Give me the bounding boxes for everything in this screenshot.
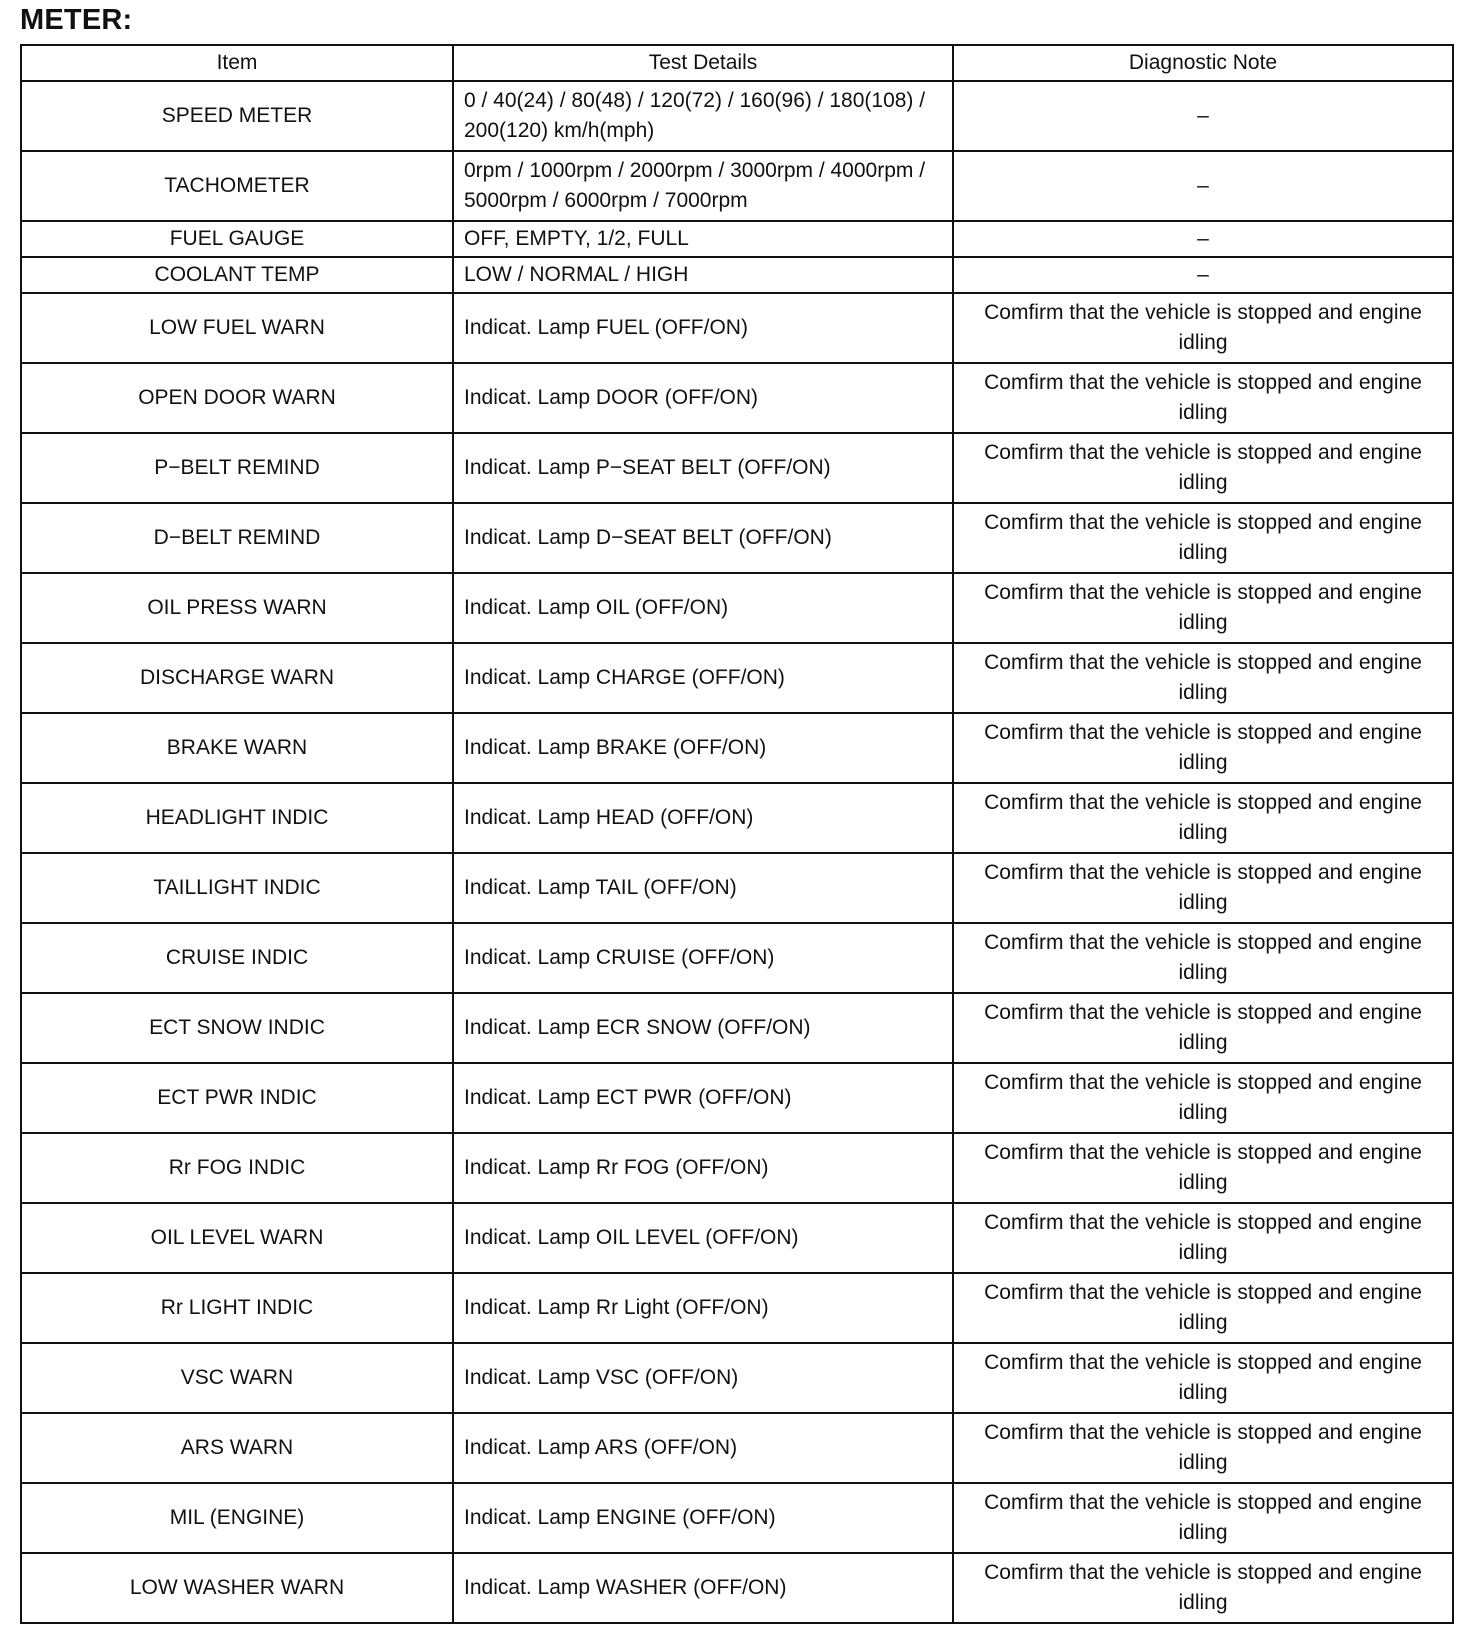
diagnostic-note-cell: Comfirm that the vehicle is stopped and engine idling bbox=[953, 573, 1453, 643]
table-row bbox=[21, 923, 1453, 993]
test-details-cell: OFF, EMPTY, 1/2, FULL bbox=[453, 221, 953, 257]
item-cell: HEADLIGHT INDIC bbox=[21, 783, 453, 853]
diagnostic-note-cell: Comfirm that the vehicle is stopped and engine idling bbox=[953, 1273, 1453, 1343]
item-cell: Rr FOG INDIC bbox=[21, 1133, 453, 1203]
item-cell: COOLANT TEMP bbox=[21, 257, 453, 293]
item-cell: P−BELT REMIND bbox=[21, 433, 453, 503]
table-row bbox=[21, 1413, 1453, 1483]
table-row bbox=[21, 151, 1453, 221]
diagnostic-note-cell: Comfirm that the vehicle is stopped and engine idling bbox=[953, 1063, 1453, 1133]
diagnostic-note-cell: Comfirm that the vehicle is stopped and engine idling bbox=[953, 1203, 1453, 1273]
test-details-cell: Indicat. Lamp WASHER (OFF/ON) bbox=[453, 1553, 953, 1623]
header-item: Item bbox=[21, 45, 453, 81]
diagnostic-note-cell: – bbox=[953, 257, 1453, 293]
test-details-cell: Indicat. Lamp HEAD (OFF/ON) bbox=[453, 783, 953, 853]
table-row bbox=[21, 643, 1453, 713]
table-row bbox=[21, 81, 1453, 151]
item-cell: DISCHARGE WARN bbox=[21, 643, 453, 713]
test-details-cell: LOW / NORMAL / HIGH bbox=[453, 257, 953, 293]
test-details-cell: Indicat. Lamp VSC (OFF/ON) bbox=[453, 1343, 953, 1413]
test-details-cell: Indicat. Lamp TAIL (OFF/ON) bbox=[453, 853, 953, 923]
diagnostic-note-cell: Comfirm that the vehicle is stopped and engine idling bbox=[953, 993, 1453, 1063]
meter-test-table bbox=[20, 44, 1454, 1624]
table-row bbox=[21, 713, 1453, 783]
table-row bbox=[21, 1553, 1453, 1623]
table-row bbox=[21, 1273, 1453, 1343]
test-details-cell: Indicat. Lamp ARS (OFF/ON) bbox=[453, 1413, 953, 1483]
diagnostic-note-cell: Comfirm that the vehicle is stopped and engine idling bbox=[953, 293, 1453, 363]
table-row bbox=[21, 1133, 1453, 1203]
test-details-cell: Indicat. Lamp P−SEAT BELT (OFF/ON) bbox=[453, 433, 953, 503]
table-row bbox=[21, 257, 1453, 293]
diagnostic-note-cell: – bbox=[953, 81, 1453, 151]
item-cell: Rr LIGHT INDIC bbox=[21, 1273, 453, 1343]
diagnostic-note-cell: Comfirm that the vehicle is stopped and engine idling bbox=[953, 1553, 1453, 1623]
item-cell: OIL PRESS WARN bbox=[21, 573, 453, 643]
test-details-cell: Indicat. Lamp OIL LEVEL (OFF/ON) bbox=[453, 1203, 953, 1273]
diagnostic-note-cell: Comfirm that the vehicle is stopped and engine idling bbox=[953, 1343, 1453, 1413]
table-row bbox=[21, 1203, 1453, 1273]
item-cell: FUEL GAUGE bbox=[21, 221, 453, 257]
test-details-cell: 0 / 40(24) / 80(48) / 120(72) / 160(96) / 180(108) / 200(120) km/h(mph) bbox=[453, 81, 953, 151]
diagnostic-note-cell: Comfirm that the vehicle is stopped and engine idling bbox=[953, 783, 1453, 853]
diagnostic-note-cell: Comfirm that the vehicle is stopped and engine idling bbox=[953, 853, 1453, 923]
header-diagnostic-note: Diagnostic Note bbox=[953, 45, 1453, 81]
table-row bbox=[21, 433, 1453, 503]
test-details-cell: Indicat. Lamp ECR SNOW (OFF/ON) bbox=[453, 993, 953, 1063]
test-details-cell: Indicat. Lamp CHARGE (OFF/ON) bbox=[453, 643, 953, 713]
test-details-cell: Indicat. Lamp D−SEAT BELT (OFF/ON) bbox=[453, 503, 953, 573]
table-row bbox=[21, 221, 1453, 257]
diagnostic-note-cell: Comfirm that the vehicle is stopped and engine idling bbox=[953, 1133, 1453, 1203]
item-cell: OIL LEVEL WARN bbox=[21, 1203, 453, 1273]
table-row bbox=[21, 1483, 1453, 1553]
item-cell: SPEED METER bbox=[21, 81, 453, 151]
item-cell: MIL (ENGINE) bbox=[21, 1483, 453, 1553]
test-details-cell: Indicat. Lamp FUEL (OFF/ON) bbox=[453, 293, 953, 363]
item-cell: ARS WARN bbox=[21, 1413, 453, 1483]
item-cell: ECT PWR INDIC bbox=[21, 1063, 453, 1133]
item-cell: CRUISE INDIC bbox=[21, 923, 453, 993]
item-cell: VSC WARN bbox=[21, 1343, 453, 1413]
test-details-cell: Indicat. Lamp BRAKE (OFF/ON) bbox=[453, 713, 953, 783]
table-row bbox=[21, 1063, 1453, 1133]
item-cell: LOW WASHER WARN bbox=[21, 1553, 453, 1623]
item-cell: TAILLIGHT INDIC bbox=[21, 853, 453, 923]
table-row bbox=[21, 573, 1453, 643]
diagnostic-note-cell: Comfirm that the vehicle is stopped and engine idling bbox=[953, 923, 1453, 993]
test-details-cell: Indicat. Lamp ECT PWR (OFF/ON) bbox=[453, 1063, 953, 1133]
item-cell: ECT SNOW INDIC bbox=[21, 993, 453, 1063]
table-row bbox=[21, 993, 1453, 1063]
diagnostic-note-cell: – bbox=[953, 221, 1453, 257]
header-test-details: Test Details bbox=[453, 45, 953, 81]
item-cell: LOW FUEL WARN bbox=[21, 293, 453, 363]
diagnostic-note-cell: Comfirm that the vehicle is stopped and engine idling bbox=[953, 363, 1453, 433]
test-details-cell: Indicat. Lamp ENGINE (OFF/ON) bbox=[453, 1483, 953, 1553]
diagnostic-note-cell: Comfirm that the vehicle is stopped and engine idling bbox=[953, 1413, 1453, 1483]
diagnostic-note-cell: Comfirm that the vehicle is stopped and engine idling bbox=[953, 713, 1453, 783]
table-row bbox=[21, 363, 1453, 433]
table-row bbox=[21, 1343, 1453, 1413]
diagnostic-note-cell: Comfirm that the vehicle is stopped and engine idling bbox=[953, 503, 1453, 573]
table-row bbox=[21, 293, 1453, 363]
header-row bbox=[21, 45, 1453, 81]
diagnostic-note-cell: Comfirm that the vehicle is stopped and engine idling bbox=[953, 643, 1453, 713]
test-details-cell: Indicat. Lamp OIL (OFF/ON) bbox=[453, 573, 953, 643]
item-cell: BRAKE WARN bbox=[21, 713, 453, 783]
table-header bbox=[21, 45, 1453, 81]
table-row bbox=[21, 853, 1453, 923]
test-details-cell: Indicat. Lamp DOOR (OFF/ON) bbox=[453, 363, 953, 433]
diagnostic-note-cell: – bbox=[953, 151, 1453, 221]
table-row bbox=[21, 783, 1453, 853]
test-details-cell: Indicat. Lamp Rr Light (OFF/ON) bbox=[453, 1273, 953, 1343]
diagnostic-note-cell: Comfirm that the vehicle is stopped and engine idling bbox=[953, 1483, 1453, 1553]
table-body bbox=[21, 81, 1453, 1623]
test-details-cell: Indicat. Lamp Rr FOG (OFF/ON) bbox=[453, 1133, 953, 1203]
test-details-cell: 0rpm / 1000rpm / 2000rpm / 3000rpm / 4000rpm / 5000rpm / 6000rpm / 7000rpm bbox=[453, 151, 953, 221]
item-cell: TACHOMETER bbox=[21, 151, 453, 221]
diagnostic-note-cell: Comfirm that the vehicle is stopped and engine idling bbox=[953, 433, 1453, 503]
item-cell: OPEN DOOR WARN bbox=[21, 363, 453, 433]
test-details-cell: Indicat. Lamp CRUISE (OFF/ON) bbox=[453, 923, 953, 993]
table-row bbox=[21, 503, 1453, 573]
item-cell: D−BELT REMIND bbox=[21, 503, 453, 573]
section-title: METER: bbox=[20, 4, 133, 36]
